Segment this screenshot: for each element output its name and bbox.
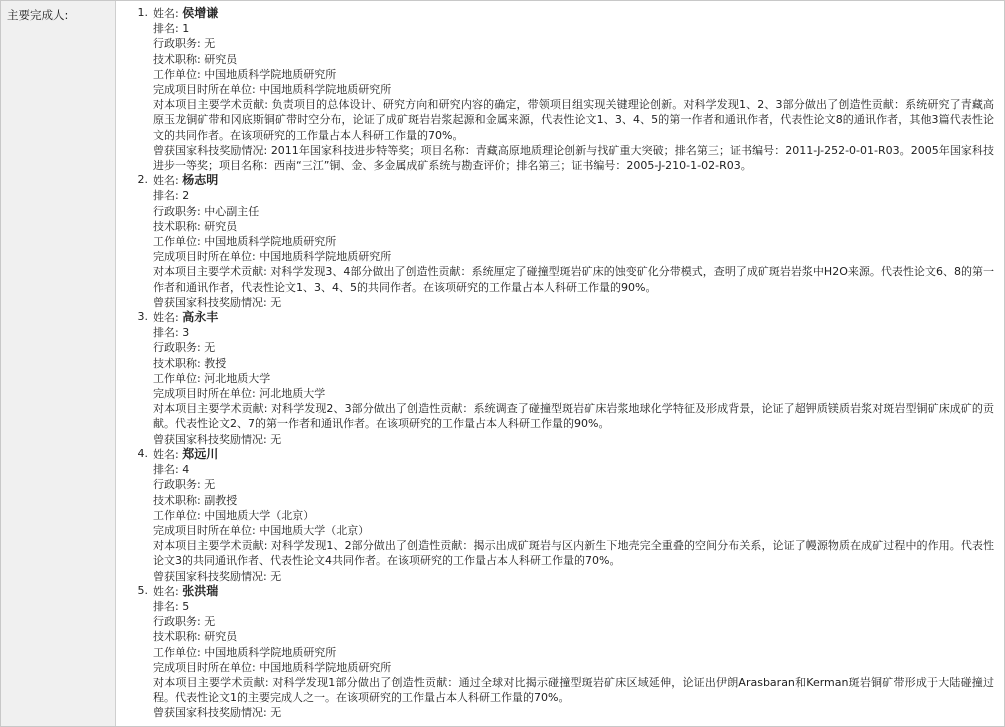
position-line bbox=[153, 340, 994, 355]
project-unit-line bbox=[153, 82, 994, 97]
rank-label: 排名: bbox=[153, 599, 183, 613]
title-line bbox=[153, 52, 994, 67]
title-value: 研究员 bbox=[204, 630, 238, 644]
contribution-text: 负责项目的总体设计、研究方向和研究内容的确定，带领项目组实现关键理论创新。对科学发现1、2、3部分做出了创造性贡献：系统研究了青藏高原玉龙铜矿带和冈底斯铜矿带时空分布，论证了成矿斑岩岩浆起源和金属来源，代表性论文1、3、4、5的第一作者和通讯作者，代表性论文8的通讯作者，其他3篇代表性论文的共同作者。在该项研究的工作量占本人科研工作量的70%。 bbox=[153, 98, 994, 142]
project-unit-label: 完成项目时所在单位: bbox=[153, 387, 260, 401]
project-unit-label: 完成项目时所在单位: bbox=[153, 523, 260, 537]
awards-paragraph bbox=[153, 705, 994, 720]
title-label: 技术职称: bbox=[153, 493, 205, 507]
position-label: 行政职务: bbox=[153, 341, 205, 355]
name-line bbox=[153, 310, 994, 325]
position-value: 无 bbox=[204, 37, 216, 51]
rank-label: 排名: bbox=[153, 189, 183, 203]
rank-value: 4 bbox=[182, 463, 190, 477]
person-number: 1. bbox=[137, 6, 148, 19]
awards-paragraph bbox=[153, 143, 994, 173]
section-label: 主要完成人: bbox=[7, 8, 69, 22]
unit-line bbox=[153, 234, 994, 249]
awards-paragraph bbox=[153, 432, 994, 447]
name-line bbox=[153, 584, 994, 599]
position-line bbox=[153, 477, 994, 492]
title-label: 技术职称: bbox=[153, 356, 205, 370]
title-label: 技术职称: bbox=[153, 219, 205, 233]
contribution-paragraph bbox=[153, 264, 994, 294]
title-line bbox=[153, 219, 994, 234]
name-label: 姓名: bbox=[153, 447, 183, 461]
contribution-text: 对科学发现1部分做出了创造性贡献：通过全球对比揭示碰撞型斑岩矿床区域延伸，论证出伊朗Arasbaran和Kerman斑岩铜矿带形成于大陆碰撞过程。代表性论文1的主要完成人之一。在该项研究的工作量占本人科研工作量的70%。 bbox=[153, 675, 994, 705]
awards-text: 无 bbox=[270, 706, 282, 720]
person-name: 张洪瑞 bbox=[182, 583, 219, 598]
awards-label: 曾获国家科技奖励情况: bbox=[153, 432, 271, 446]
name-label: 姓名: bbox=[153, 311, 183, 325]
project-unit-line bbox=[153, 523, 994, 538]
project-unit-label: 完成项目时所在单位: bbox=[153, 83, 260, 97]
content-cell bbox=[122, 6, 994, 721]
contribution-text: 对科学发现1、2部分做出了创造性贡献：揭示出成矿斑岩与区内新生下地壳完全重叠的空间分布关系，论证了幔源物质在成矿过程中的作用。代表性论文3的共同通讯作者、代表性论文4共同作者。在该项研究的工作量占本人科研工作量的70%。 bbox=[153, 539, 994, 568]
position-line bbox=[153, 204, 994, 219]
position-value: 无 bbox=[204, 478, 216, 492]
project-unit-value: 中国地质科学院地质研究所 bbox=[259, 250, 392, 264]
title-line bbox=[153, 493, 994, 508]
person-number: 5. bbox=[137, 583, 148, 597]
project-unit-label: 完成项目时所在单位: bbox=[153, 250, 260, 264]
contribution-paragraph bbox=[153, 401, 994, 431]
unit-value: 河北地质大学 bbox=[204, 371, 271, 385]
person-item bbox=[122, 6, 994, 173]
project-unit-line bbox=[153, 660, 994, 675]
title-value: 研究员 bbox=[204, 52, 238, 66]
unit-value: 中国地质科学院地质研究所 bbox=[204, 645, 337, 659]
contribution-label: 对本项目主要学术贡献: bbox=[153, 539, 272, 553]
unit-value: 中国地质大学（北京） bbox=[204, 508, 315, 522]
unit-line bbox=[153, 371, 994, 386]
rank-label: 排名: bbox=[153, 326, 183, 340]
title-value: 副教授 bbox=[204, 493, 238, 507]
contribution-paragraph bbox=[153, 538, 994, 568]
awards-label: 曾获国家科技奖励情况: bbox=[153, 569, 271, 583]
rank-value: 1 bbox=[182, 22, 190, 36]
awards-text: 无 bbox=[270, 432, 282, 446]
people-list bbox=[122, 6, 994, 721]
awards-text: 2011年国家科技进步特等奖；项目名称：青藏高原地质理论创新与找矿重大突破；排名第三；证书编号：2011-J-252-0-01-R03。2005年国家科技进步一等奖；项目名称：西南“三江”铜、金、多金属成矿系统与勘查评价；排名第三；证书编号：2005-J-210-1-02-R03。 bbox=[153, 143, 994, 173]
rank-value: 2 bbox=[182, 189, 190, 203]
label-cell bbox=[1, 1, 116, 726]
rank-line bbox=[153, 462, 994, 477]
name-line bbox=[153, 173, 994, 188]
contribution-text: 对科学发现3、4部分做出了创造性贡献：系统厘定了碰撞型斑岩矿床的蚀变矿化分带模式，查明了成矿斑岩岩浆中H2O来源。代表性论文6、8的第一作者和通讯作者，代表性论文1、3、4、5的共同作者。在该项研究的工作量占本人科研工作量的90%。 bbox=[153, 265, 995, 294]
position-line bbox=[153, 614, 994, 629]
rank-value: 5 bbox=[182, 599, 190, 613]
position-value: 无 bbox=[204, 615, 216, 629]
awards-text: 无 bbox=[270, 569, 282, 583]
title-line bbox=[153, 356, 994, 371]
person-number: 3. bbox=[137, 310, 148, 324]
project-unit-line bbox=[153, 386, 994, 401]
person-name: 杨志明 bbox=[182, 173, 219, 188]
contribution-paragraph bbox=[153, 675, 994, 705]
project-unit-value: 中国地质科学院地质研究所 bbox=[259, 660, 392, 674]
position-label: 行政职务: bbox=[153, 37, 205, 51]
contribution-label: 对本项目主要学术贡献: bbox=[153, 675, 273, 689]
contribution-text: 对科学发现2、3部分做出了创造性贡献：系统调查了碰撞型斑岩矿床岩浆地球化学特征及形成背景，论证了超钾质镁质岩浆对斑岩型铜矿床成矿的贡献。代表性论文2、7的第一作者和通讯作者。在该项研究的工作量占本人科研工作量的90%。 bbox=[153, 402, 994, 431]
awards-paragraph bbox=[153, 569, 994, 584]
contribution-label: 对本项目主要学术贡献: bbox=[153, 98, 272, 112]
awards-label: 曾获国家科技奖励情况: bbox=[153, 295, 271, 309]
position-label: 行政职务: bbox=[153, 615, 205, 629]
unit-line bbox=[153, 645, 994, 660]
rank-label: 排名: bbox=[153, 22, 183, 36]
title-line bbox=[153, 629, 994, 644]
rank-line bbox=[153, 325, 994, 340]
unit-label: 工作单位: bbox=[153, 645, 205, 659]
project-unit-label: 完成项目时所在单位: bbox=[153, 660, 260, 674]
title-value: 研究员 bbox=[204, 219, 238, 233]
unit-line bbox=[153, 508, 994, 523]
unit-line bbox=[153, 67, 994, 82]
name-label: 姓名: bbox=[153, 7, 183, 20]
project-unit-value: 中国地质科学院地质研究所 bbox=[259, 83, 392, 97]
rank-line bbox=[153, 188, 994, 203]
position-line bbox=[153, 36, 994, 51]
title-value: 教授 bbox=[204, 356, 227, 370]
project-unit-value: 河北地质大学 bbox=[259, 387, 326, 401]
person-name: 高永丰 bbox=[182, 310, 219, 325]
project-unit-value: 中国地质大学（北京） bbox=[259, 523, 370, 537]
project-unit-line bbox=[153, 249, 994, 264]
rank-value: 3 bbox=[182, 326, 190, 340]
person-number: 4. bbox=[137, 446, 148, 460]
awards-paragraph bbox=[153, 295, 994, 310]
unit-value: 中国地质科学院地质研究所 bbox=[204, 67, 337, 81]
title-label: 技术职称: bbox=[153, 630, 205, 644]
position-label: 行政职务: bbox=[153, 478, 205, 492]
awards-text: 无 bbox=[270, 295, 282, 309]
person-name: 侯增谦 bbox=[182, 6, 219, 20]
unit-label: 工作单位: bbox=[153, 371, 205, 385]
unit-label: 工作单位: bbox=[153, 508, 205, 522]
rank-line bbox=[153, 599, 994, 614]
position-label: 行政职务: bbox=[153, 204, 205, 218]
unit-label: 工作单位: bbox=[153, 67, 205, 81]
name-label: 姓名: bbox=[153, 174, 183, 188]
unit-label: 工作单位: bbox=[153, 235, 205, 249]
contribution-paragraph bbox=[153, 97, 994, 143]
contribution-label: 对本项目主要学术贡献: bbox=[153, 265, 271, 279]
name-label: 姓名: bbox=[153, 584, 183, 598]
position-value: 无 bbox=[204, 341, 216, 355]
title-label: 技术职称: bbox=[153, 52, 205, 66]
person-item bbox=[122, 173, 994, 310]
unit-value: 中国地质科学院地质研究所 bbox=[204, 235, 337, 249]
person-item bbox=[122, 447, 994, 584]
person-item bbox=[122, 584, 994, 721]
awards-label: 曾获国家科技奖励情况: bbox=[153, 706, 271, 720]
position-value: 中心副主任 bbox=[204, 204, 260, 218]
person-name: 郑远川 bbox=[182, 446, 219, 461]
person-number: 2. bbox=[137, 173, 148, 187]
contribution-label: 对本项目主要学术贡献: bbox=[153, 402, 272, 416]
name-line bbox=[153, 6, 994, 21]
person-item bbox=[122, 310, 994, 447]
rank-label: 排名: bbox=[153, 463, 183, 477]
rank-line bbox=[153, 21, 994, 36]
name-line bbox=[153, 447, 994, 462]
awards-label: 曾获国家科技奖励情况: bbox=[153, 143, 271, 157]
